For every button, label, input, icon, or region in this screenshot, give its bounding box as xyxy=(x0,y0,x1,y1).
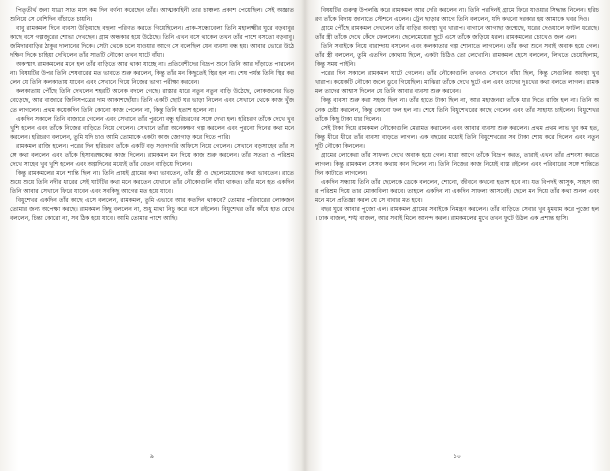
paragraph: বছর ঘুরে আবার পুজো এল। রামকমল গ্রামের সবাইকে নিমন্ত্রণ করলেন। তাঁর বাড়িতে সেবার খুব ধুমধাম করে পুজো হল। ঢাক বাজল, শঙ্খ বাজল, আর সবাই মিলে আনন্দ করল। রামকমলের মুখে তখন ফুটে উঠল এক প্রশান্ত হাসি। xyxy=(315,206,599,223)
right-page-text xyxy=(315,6,599,223)
paragraph: গ্রামে পৌঁছে রামকমল দেখলেন তাঁর বাড়ির অবস্থা খুব খারাপ। বাগানে আগাছা জন্মেছে, ঘরের দেওয়ালে ফাটল ধরেছে। তাঁর স্ত্রী তাঁকে দেখে কেঁদে ফেললেন। ছেলেমেয়েরা ছুটে এসে তাঁকে জড়িয়ে ধরল। রামকমলের চোখেও জল এল। xyxy=(315,25,599,42)
paragraph: কিন্তু ব্যবসা শুরু করা সহজ ছিল না। তাঁর হাতে টাকা ছিল না, আর মহাজনরা তাঁকে ধার দিতে রাজি হল না। তিনি অনেক চেষ্টা করলেন, কিন্তু কোনো ফল হল না। শেষে তিনি বিধুশেখরের কাছে গেলেন এবং তাঁর সাহায্য চাইলেন। বিধুশেখর তাঁকে কিছু টাকা ধার দিলেন। xyxy=(315,97,599,123)
paragraph: বিষয়টির গুরুত্ব উপলব্ধি করে রামকমল আর দেরি করলেন না। তিনি পরদিনই গ্রামে ফিরে যাওয়ার সিদ্ধান্ত নিলেন। হরিচরণ তাঁকে বিদায় জানাতে স্টেশনে এলেন। ট্রেন ছাড়ার আগে তিনি বললেন, যদি কখনো দরকার হয় আমাকে খবর দিও। xyxy=(315,7,599,24)
paragraph: সেই টাকা দিয়ে রামকমল নৌকোগুলি মেরামত করালেন এবং আবার ব্যবসা শুরু করলেন। প্রথম প্রথম লাভ খুব কম হত, কিন্তু ধীরে ধীরে তাঁর ব্যবসা বাড়তে লাগল। এক বছরের মধ্যেই তিনি বিধুশেখরের সব টাকা শোধ করে দিলেন এবং নতুন দুটি নৌকো কিনলেন। xyxy=(315,124,599,150)
paragraph: বিধুশেখর একদিন তাঁর কাছে এসে বললেন, রামকমল, তুমি এভাবে আর কতদিন থাকবে? তোমার পরিবারের লোকজন তোমার জন্য অপেক্ষা করছে। রামকমল কিছু বললেন না, শুধু মাথা নিচু করে বসে রইলেন। বিধুশেখর তাঁর কাঁধে হাত রেখে বললেন, চিন্তা কোরো না, সব ঠিক হয়ে যাবে। আমি তোমার পাশে আছি। xyxy=(10,196,294,223)
paragraph: পিতৃতীর্থ জন্য যাত্রা সাত মাস কম দিন বর্ণনা করেছেন তাঁর। আত্মকাহিনী তার চাঞ্চল্য প্রকাশ পেয়েছিল। সেই অজ্ঞাত শুনিয়ে সে বেশিদিন বাঁচাতে চায়নি। xyxy=(10,7,294,24)
paragraph: একদিন সকালে তিনি বাজারে গেলেন এবং সেখানে তাঁর পুরনো বন্ধু হরিচরণের সঙ্গে দেখা হল। হরিচরণ তাঁকে দেখে খুব খুশি হলেন এবং তাঁকে নিজের বাড়িতে নিয়ে গেলেন। সেখানে তাঁরা অনেকক্ষণ গল্প করলেন এবং পুরনো দিনের কথা মনে করলেন। হরিচরণ বললেন, তুমি যদি চাও আমি তোমাকে একটা কাজ জোগাড় করে দিতে পারি। xyxy=(10,115,294,141)
left-page xyxy=(10,6,294,464)
paragraph: বাবু রামকমল দিনে ব্যবসা উড়িয়াছে বহুলা পরিণত করতে গিয়েছিলেন। প্রাক-সন্ধ্যেবেলা তিনি মহালক্ষ্মীর ঘুরে বড়বাবুর কাছে বসে গল্পজুরের শোভা দেখছেন। গ্রাম অন্ধকার হয়ে উঠেছে। তিনি এখন বসে থাকেন তখন তাঁর পাশে বসতো বড়বাবু। জমিদারবাড়ির ঠাকুর দালানের দিকে। সেটা থেকে চলে যাওয়ার আগে সে বলেছিল যেন ব্যবসা বন্ধ হয়। আবার ভোরে উঠে দক্ষিণ দিকে চাহিয়া দেখিলেন তাঁর সাতটি নৌকো তখন ঘাটে বাঁধা। xyxy=(10,25,294,60)
paragraph: অকস্মাৎ রামকমলের মনে হল তাঁর বাড়িতে আর থাকা যাচ্ছে না। প্রতিবেশীদের বিদ্রূপ শুনে তিনি আর দাঁড়াতে পারলেন না। বিষয়টির উপর তিনি শেষবারের মত ভাবতে শুরু করলেন, কিন্তু তাঁর মন কিছুতেই স্থির হল না। শেষ পর্যন্ত তিনি স্থির করলেন যে তিনি কলকাতায় যাবেন এবং সেখানে গিয়ে নিজের ভাগ্য পরীক্ষা করবেন। xyxy=(10,61,294,87)
book-gutter xyxy=(301,0,309,471)
paragraph: গ্রামের লোকেরা তাঁর সাফল্য দেখে অবাক হয়ে গেল। যারা আগে তাঁকে বিদ্রূপ করত, তারাই এখন তাঁর প্রশংসা করতে লাগল। কিন্তু রামকমল সেসব কথায় কান দিলেন না। তিনি নিজের কাজ নিয়েই ব্যস্ত রইলেন এবং পরিবারের সঙ্গে শান্তিতে দিন কাটাতে লাগলেন। xyxy=(315,151,599,177)
right-page xyxy=(315,6,599,464)
paragraph: রামকমল রাজি হলেন। পরের দিন হরিচরণ তাঁকে একটি বড় সওদাগরি অফিসে নিয়ে গেলেন। সেখানে বড়সাহেব তাঁর সঙ্গে কথা বললেন এবং তাঁকে হিসাবরক্ষকের কাজ দিলেন। রামকমল মন দিয়ে কাজ শুরু করলেন। তাঁর সততা ও পরিশ্রম দেখে সাহেব খুব খুশি হলেন এবং অল্পদিনের মধ্যেই তাঁর বেতন বাড়িয়ে দিলেন। xyxy=(10,142,294,168)
paragraph: তিনি সবাইকে নিয়ে বারান্দায় বসলেন এবং কলকাতার গল্প শোনাতে লাগলেন। তাঁর কথা শুনে সবাই অবাক হয়ে গেল। তাঁর স্ত্রী বললেন, তুমি এতদিন কোথায় ছিলে, একটা চিঠিও তো লেখোনি। রামকমল হেসে বললেন, লিখতে চেয়েছিলাম, কিন্তু সময় পাইনি। xyxy=(315,43,599,69)
paragraph: কলকাতায় পৌঁছে তিনি দেখলেন শহরটি অনেক বদলে গেছে। রাস্তার ধারে নতুন নতুন বাড়ি উঠেছে, লোকজনের ভিড় বেড়েছে, আর বাজারে জিনিসপত্রের দাম আকাশছোঁয়া। তিনি একটি ছোট ঘর ভাড়া নিলেন এবং সেখানে থেকে কাজ খুঁজতে লাগলেন। প্রথম কয়েকদিন তিনি কোনো কাজ পেলেন না, কিন্তু তিনি হতাশ হলেন না। xyxy=(10,88,294,114)
paragraph: কিন্তু রামকমলের মনে শান্তি ছিল না। তিনি প্রায়ই গ্রামের কথা ভাবতেন, তাঁর স্ত্রী ও ছেলেমেয়েদের কথা ভাবতেন। রাতে শুয়ে শুয়ে তিনি নদীর ধারের সেই ঘাটটির কথা মনে করতেন যেখানে তাঁর নৌকোগুলি বাঁধা থাকত। তাঁর মনে হত একদিন তিনি আবার সেখানে ফিরে যাবেন এবং সবকিছু আগের মত হয়ে যাবে। xyxy=(10,169,294,195)
page-number: ১০ xyxy=(453,453,461,460)
page-number: ৯ xyxy=(150,453,154,460)
paragraph: পরের দিন সকালে রামকমল ঘাটে গেলেন। তাঁর নৌকোগুলি তখনও সেখানে বাঁধা ছিল, কিন্তু সেগুলির অবস্থা খুব খারাপ। কয়েকটি নৌকো জলে ডুবে গিয়েছিল। মাঝিরা তাঁকে দেখে ছুটে এল এবং তাদের দুঃখের কথা বলতে লাগল। রামকমল তাদের আশ্বাস দিলেন যে তিনি আবার ব্যবসা শুরু করবেন। xyxy=(315,70,599,96)
left-page-text xyxy=(10,6,294,223)
paragraph: একদিন সন্ধ্যায় তিনি তাঁর ছেলেকে ডেকে বললেন, শোনো, জীবনে কখনো হতাশ হবে না। যত বিপদই আসুক, সাহস আর পরিশ্রম দিয়ে তার মোকাবিলা করবে। তাহলে একদিন না একদিন সাফল্য আসবেই। ছেলে মন দিয়ে তাঁর কথা শুনল এবং মনে মনে প্রতিজ্ঞা করল যে সে বাবার মত হবে। xyxy=(315,178,599,204)
